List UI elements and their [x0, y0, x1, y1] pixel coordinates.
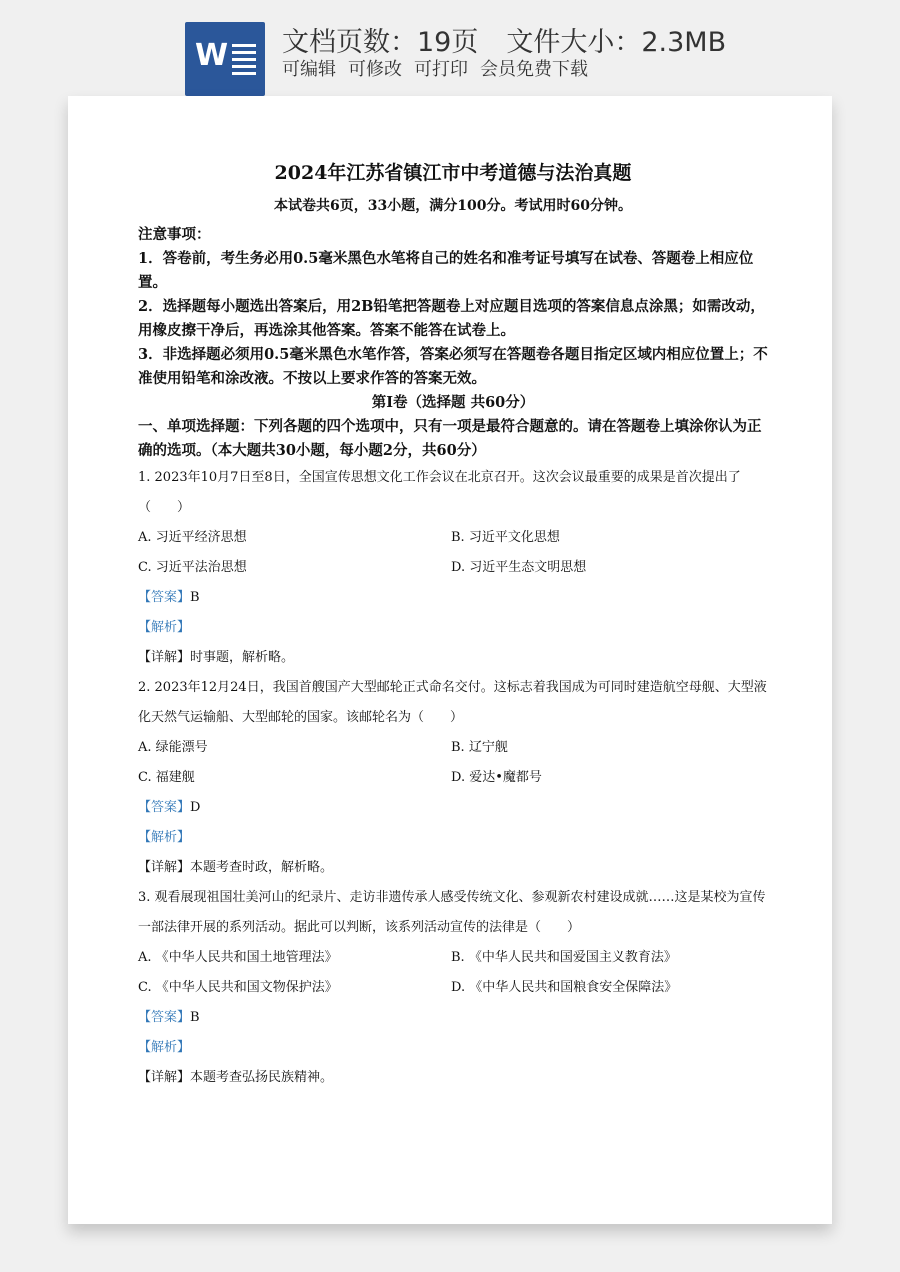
option-b: B. 辽宁舰 — [451, 740, 508, 755]
options — [138, 523, 768, 583]
notice-item: 2．选择题每小题选出答案后，用2B铅笔把答题卷上对应题目选项的答案信息点涂黑；如需改动，用橡皮擦干净后，再选涂其他答案。答案不能答在试卷上。 — [138, 298, 765, 339]
analysis-tag: 【解析】 — [138, 830, 191, 845]
feature-printable: 可打印 — [414, 59, 468, 80]
question-1 — [138, 463, 768, 673]
analysis-line — [138, 613, 768, 643]
file-size: 文件大小：2.3MB — [506, 27, 727, 58]
notice-item: 3．非选择题必须用0.5毫米黑色水笔作答，答案必须写在答题卷各题目指定区域内相应位置上；不准使用铅笔和涂改液。不按以上要求作答的答案无效。 — [138, 346, 768, 387]
answer-tag: 【答案】 — [138, 1010, 191, 1025]
detail-text: 本题考查时政，解析略。 — [190, 860, 334, 875]
option-d: D. 习近平生态文明思想 — [451, 560, 587, 575]
analysis-line — [138, 1033, 768, 1063]
document-page — [68, 96, 832, 1224]
option-b: B. 《中华人民共和国爱国主义教育法》 — [451, 950, 677, 965]
options — [138, 733, 768, 793]
detail-tag: 【详解】 — [138, 650, 191, 665]
question-3 — [138, 883, 768, 1093]
answer-line — [138, 583, 768, 613]
detail-tag: 【详解】 — [138, 1070, 191, 1085]
detail-text: 本题考查弘扬民族精神。 — [190, 1070, 334, 1085]
option-c: C. 《中华人民共和国文物保护法》 — [138, 980, 338, 995]
question-stem: 1. 2023年10月7日至8日，全国宣传思想文化工作会议在北京召开。这次会议最重要的成果是首次提出了（ ） — [138, 470, 741, 515]
document-info-banner — [0, 0, 900, 100]
answer-value: B — [190, 1010, 200, 1025]
option-c: C. 习近平法治思想 — [138, 560, 247, 575]
detail-line — [138, 1063, 768, 1093]
exam-subtitle: 本试卷共6页，33小题，满分100分。考试用时60分钟。 — [274, 198, 632, 214]
detail-text: 时事题，解析略。 — [190, 650, 295, 665]
analysis-tag: 【解析】 — [138, 620, 191, 635]
document-stats — [282, 20, 726, 59]
option-d: D. 爱达•魔都号 — [451, 770, 542, 785]
word-icon-letter: W — [195, 38, 229, 73]
option-d: D. 《中华人民共和国粮食安全保障法》 — [451, 980, 678, 995]
answer-tag: 【答案】 — [138, 590, 191, 605]
answer-line — [138, 793, 768, 823]
question-2 — [138, 673, 768, 883]
feature-list — [282, 55, 588, 81]
option-a: A. 习近平经济思想 — [138, 530, 247, 545]
detail-tag: 【详解】 — [138, 860, 191, 875]
answer-value: B — [190, 590, 200, 605]
notice-heading: 注意事项： — [138, 226, 211, 243]
section-heading: 第Ⅰ卷（选择题 共60分） — [371, 394, 535, 411]
exam-title: 2024年江苏省镇江市中考道德与法治真题 — [274, 162, 632, 184]
question-stem: 3. 观看展现祖国壮美河山的纪录片、走访非遗传承人感受传统文化、参观新农村建设成就……这是某校为宣传一部法律开展的系列活动。据此可以判断，该系列活动宣传的法律是（ ） — [138, 890, 766, 935]
notice-item: 1．答卷前，考生务必用0.5毫米黑色水笔将自己的姓名和准考证号填写在试卷、答题卷上相应位置。 — [138, 250, 754, 291]
analysis-line — [138, 823, 768, 853]
page-content — [138, 158, 768, 1093]
answer-line — [138, 1003, 768, 1033]
answer-value: D — [190, 800, 201, 815]
option-c: C. 福建舰 — [138, 770, 195, 785]
question-stem: 2. 2023年12月24日，我国首艘国产大型邮轮正式命名交付。这标志着我国成为可同时建造航空母舰、大型液化天然气运输船、大型邮轮的国家。该邮轮名为（ ） — [138, 680, 767, 725]
option-b: B. 习近平文化思想 — [451, 530, 560, 545]
option-a: A. 绿能漂号 — [138, 740, 208, 755]
option-a: A. 《中华人民共和国土地管理法》 — [138, 950, 338, 965]
word-doc-icon — [185, 22, 265, 96]
analysis-tag: 【解析】 — [138, 1040, 191, 1055]
detail-line — [138, 853, 768, 883]
feature-editable: 可编辑 — [282, 59, 336, 80]
part-heading: 一、单项选择题：下列各题的四个选项中，只有一项是最符合题意的。请在答题卷上填涂你认为正确的选项。（本大题共30小题，每小题2分，共60分） — [138, 418, 762, 459]
feature-modifiable: 可修改 — [348, 59, 402, 80]
page-count: 文档页数：19页 — [282, 27, 479, 58]
answer-tag: 【答案】 — [138, 800, 191, 815]
feature-member-download: 会员免费下载 — [480, 59, 588, 80]
detail-line — [138, 643, 768, 673]
options — [138, 943, 768, 1003]
